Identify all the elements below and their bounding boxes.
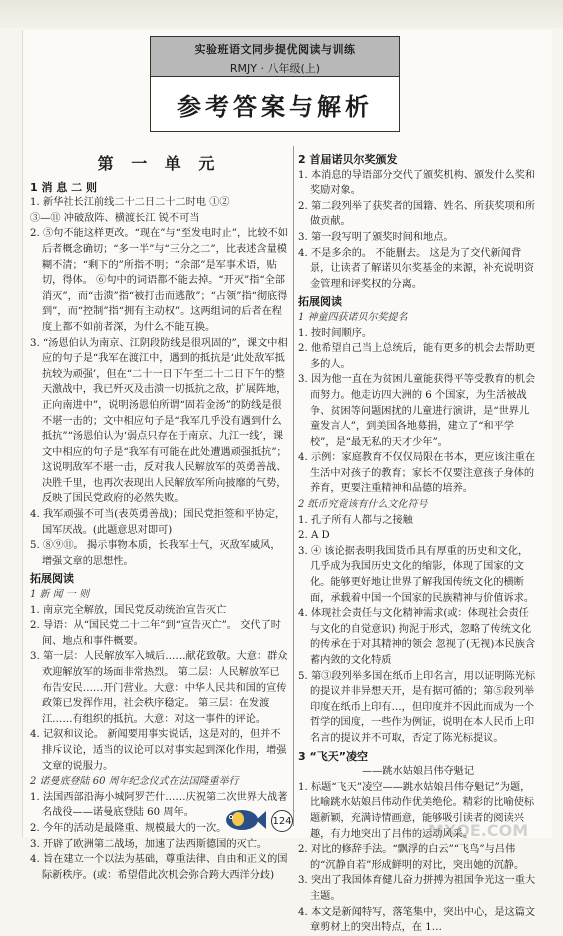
page-title: 参考答案与解析 — [177, 93, 373, 121]
page-number: 124 — [271, 810, 293, 832]
left-line: 4. 我军顽强不可当(表英勇善战)；国民党拒签和平协定，国军厌战。(此题意思对即可) — [30, 509, 286, 536]
right-line: 3. 第一段写明了颁奖时间和地点。 — [298, 231, 454, 243]
right-line: 4. 不是多余的。 不能删去。 这是为了交代新闻背景，让读者了解诺贝尔奖基金的来源，补充说明资金管理和评奖权的分离。 — [298, 247, 535, 290]
left-line: 2 诺曼底登陆 60 周年纪念仪式在法国隆重举行 — [30, 776, 239, 788]
fish-icon — [220, 806, 266, 834]
right-line: 2 首届诺贝尔奖颁发 — [298, 153, 398, 166]
right-line: 2. 第二段列举了获奖者的国籍、姓名、所获奖项和所做贡献。 — [298, 200, 536, 228]
right-line: 1. 孔子所有人都与之接触 — [298, 514, 413, 526]
right-line: 4. 体现社会责任与文化精神需求(或：体现社会责任与文化的自觉意识) 拘泥于形式，忽略了传统文化的传承在于对其精神的领会 忽视了(无视)本民族含蓄内敛的文化特质 — [298, 608, 536, 666]
left-line: ③—⑪ 冲破敌阵、横渡长江 锐不可当 — [30, 212, 200, 224]
right-line: 1. 本消息的导语部分交代了颁奖机构、颁发什么奖和奖励对象。 — [298, 169, 536, 197]
header-band — [151, 37, 399, 77]
right-line: 1 神童四获诺贝尔奖提名 — [298, 311, 408, 323]
right-line: 4. 本文是新闻特写，落笔集中，突出中心，是这篇文章剪材上的突出特点，在 1… — [298, 906, 536, 934]
left-line: 2. ⑤句不能这样更改。“现在”与“至发电时止”，比较不如后者概念确切；“多一半”与“三分之二”，比表述含量模糊不清；“剩下的”所指不明；“余部”是军事术语，贴切，得体。 ⑥句中的词语都不能去掉。“开灭”指“全部消灭”，而“击溃”指“被打击而逃散”；“占领”指“彻底得到”，而“控制”指“拥有主动权”。这两组词的后者在程度上都不如前者深，为什么不能互换。 — [30, 228, 288, 333]
right-line: 拓展阅读 — [298, 295, 342, 309]
book-series: 实验班语文同步提优阅读与训练 — [194, 43, 356, 56]
page-top-strip — [0, 0, 563, 28]
left-line: 2. 今年的活动是最隆重、规模最大的一次。 — [30, 822, 227, 834]
right-line: 3. 因为他一直在为贫困儿童能获得平等受教育的机会而努力。他走访四大洲的 6 个国家，为生活被战争、贫困等问题困扰的儿童进行演讲，是“世界儿童发言人”，到美国各地募捐，建立了“和平学校”，是“最无私的天才少年”。 — [298, 374, 536, 448]
right-line: 4. 示例：家庭教育不仅仅局限在书本，更应该注重在生活中对孩子的教育；家长不仅要注意孩子身体的养育，更要注重精神和品德的培养。 — [298, 452, 536, 495]
right-line: 3 “飞天”凌空 — [298, 749, 368, 763]
left-line: 1. 法国西部沿海小城阿罗芒什……庆祝第二次世界大战著名战役——诺曼底登陆 60 周年。 — [30, 791, 288, 819]
right-line: 3. ④ 该论据表明我国货币具有厚重的历史和文化，几乎成为我国历史文化的缩影，体现了国家的文化。能够更好地让世界了解我国传统文化的横断面，承载着中国一个国家的民族精神与价值诉求。 — [298, 545, 535, 604]
answer-header — [150, 36, 400, 132]
right-line: 2. A D — [298, 530, 330, 542]
right-line: 1. 标题“飞天”凌空——跳水姑娘吕伟夺魁记”为题，比喻跳水姑娘吕伟动作优美绝伦。精彩的比喻使标题新颖，充满诗情画意，能够吸引读者的阅读兴趣，有力地突出了吕伟的运动风采。 — [298, 781, 535, 840]
left-line: 拓展阅读 — [30, 572, 74, 586]
left-column — [30, 156, 288, 883]
right-line: ——跳水姑娘吕伟夺魁记 — [361, 766, 475, 778]
left-line: 3. 第一层：人民解放军入城后……献花致敬。大意：群众欢迎解放军的场面非常热烈。 第二层：人民解放军已布告安民……开门营业。大意：中华人民共和国的宣传政策已发挥作用，社会秩序稳定。 第三层：在发渡江……有组织的抵抗。大意：对这一事件的评论。 — [30, 651, 288, 725]
column-divider — [293, 146, 294, 826]
left-line: 3. 开辟了欧洲第二战场，加速了法西斯德国的灭亡。 — [30, 838, 268, 850]
book-edition: RMJY · 八年级(上) — [229, 62, 321, 75]
right-line: 2. 对比的修辞手法。“飘浮的白云”“飞鸟”与吕伟的“沉静自若”形成鲜明的对比，突出她的沉静。 — [298, 844, 525, 871]
left-line: 1 新 闻 一 则 — [30, 589, 90, 601]
right-line: 3. 突出了我国体育健儿奋力拼搏为祖国争光这一重大主题。 — [298, 875, 536, 902]
left-line: 3. “汤恩伯认为南京、江阴段防线是很巩固的”，课文中相应的句子是“我军在渡江中，遇到的抵抗是‘此处敌军抵抗较为顽强’，但在“二十一日下午至二十二日下午的整天激战中，我已歼灭及击溃一切抵抗之敌，扩展阵地，正向南进中”，说明汤恩伯所谓“固若金汤”的防线是很不堪一击的；文中相应句子是“我军几乎没有遇到什么抵抗”“汤恩伯认为‘弱点只存在于南京、九江一线’，课文中相应的句子是“我军有可能在此处遭遇顽强抵抗”；这说明敌军不堪一击，反对我人民解放军的英勇善战、决胜千里，也再次表现出人民解放军所向披靡的气势，反映了国民党政府的必然失败。 — [30, 337, 288, 505]
left-line: 1. 南京完全解放，国民党反动统治宣告灭亡 — [30, 604, 227, 616]
left-line: 1 消 息 二 则 — [30, 180, 97, 194]
left-line: 5. ⑧⑨⑪。 揭示事物本质，长我军士气，灭敌军威风，增强文章的思想性。 — [30, 540, 281, 567]
right-line: 2. 他希望自己当上总统后，能有更多的机会去帮助更多的人。 — [298, 343, 536, 370]
unit-title: 第 一 单 元 — [97, 154, 221, 173]
right-line: 2 纸币究竟该有什么文化符号 — [298, 499, 428, 511]
left-line: 1. 新华社长江前线二十二日二十二时电 ①② — [30, 197, 230, 209]
left-line: 4. 记叙和议论。 新闻要用事实说话，这是对的，但并不排斥议论，适当的议论可以对事实起到深化作用，增强文章的说服力。 — [30, 729, 287, 772]
left-line: 2. 导语：从“国民党二十二年”到“宣告灭亡”。 交代了时间、地点和事件概要。 — [30, 620, 281, 647]
left-answer-list — [30, 180, 288, 884]
left-line: 4. 旨在建立一个以法为基础，尊重法律、自由和正义的国际新秩序。(或：希望借此次机会弥合跨大西洋分歧) — [30, 854, 288, 881]
svg-text:MXQE.COM: MXQE.COM — [428, 821, 529, 840]
watermark-logo — [420, 796, 560, 846]
right-line: 5. 第③段列举多国在纸币上印名言，用以证明陈光标的提议并非异想天开，是有据可循的；第⑤段列举印度在纸币上印有…，但印度并不因此而成为一个哲学的国度，一些作为例证，说明在本人民币上印名言的提议并不可取，否定了陈光标提议。 — [298, 670, 536, 744]
right-line: 1. 按时间顺序。 — [298, 327, 373, 339]
